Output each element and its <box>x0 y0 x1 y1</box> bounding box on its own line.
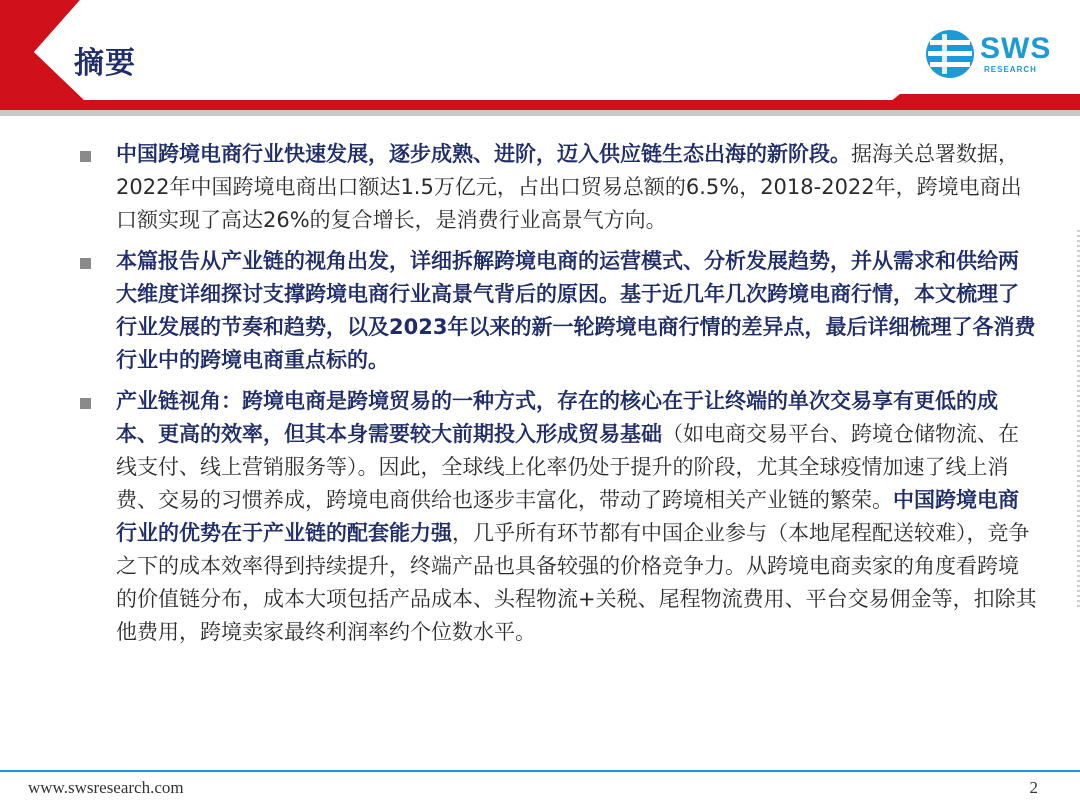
bullet-item <box>78 385 1038 649</box>
footer-url[interactable]: www.swsresearch.com <box>28 778 184 797</box>
bullet-text-bold: 中国跨境电商行业快速发展，逐步成熟、进阶，迈入供应链生态出海的新阶段。 <box>116 142 851 166</box>
bullet-square-icon <box>80 151 91 162</box>
page-title: 摘要 <box>74 46 136 81</box>
slide-header <box>0 0 1080 120</box>
bullet-text-bold: 产业链视角：跨境电商是跨境贸易的一种方式，存在的核心在于让终端的单次交易享有更低的成本、更高的效率，但其本身需要较大前期投入形成贸易基础 <box>116 389 998 446</box>
bullet-square-icon <box>80 258 91 269</box>
summary-content <box>78 138 1038 657</box>
bullet-text-bold: 中国跨境电商行业的优势在于产业链的配套能力强 <box>116 488 1019 545</box>
bullet-item <box>78 245 1038 377</box>
bullet-text: 据海关总署数据，2022年中国跨境电商出口额达1.5万亿元，占出口贸易总额的6.5%，2018-2022年，跨境电商出口额实现了高达26%的复合增长，是消费行业高景气方向。 <box>116 142 1022 232</box>
bullet-text: （如电商交易平台、跨境仓储物流、在线支付、线上营销服务等）。因此，全球线上化率仍处于提升的阶段，尤其全球疫情加速了线上消费、交易的习惯养成，跨境电商供给也逐步丰富化，带动了跨境相关产业链的繁荣。 <box>116 422 1019 512</box>
bullet-text: ，几乎所有环节都有中国企业参与（本地尾程配送较难），竞争之下的成本效率得到持续提升，终端产品也具备较强的价格竞争力。从跨境电商卖家的角度看跨境的价值链分布，成本大项包括产品成本、头程物流+关税、尾程物流费用、平台交易佣金等，扣除其他费用，跨境卖家最终利润率约个位数水平。 <box>116 521 1037 644</box>
bullet-square-icon <box>80 398 91 409</box>
page-number: 2 <box>1029 778 1038 797</box>
bullet-text-bold: 本篇报告从产业链的视角出发，详细拆解跨境电商的运营模式、分析发展趋势，并从需求和供给两大维度详细探讨支撑跨境电商行业高景气背后的原因。基于近几年几次跨境电商行情，本文梳理了行业发展的节奏和趋势，以及2023年以来的新一轮跨境电商行情的差异点，最后详细梳理了各消费行业中的跨境电商重点标的。 <box>116 249 1036 372</box>
logo-wordmark: SWS <box>980 32 1052 65</box>
footer-divider <box>0 770 1080 772</box>
header-shadow <box>0 110 1080 116</box>
header-banner <box>0 0 1080 120</box>
sws-globe-icon <box>922 26 978 82</box>
logo-subtext: RESEARCH <box>984 65 1037 74</box>
sws-logo <box>922 26 1062 82</box>
header-red-tail <box>880 94 1080 110</box>
bullet-item <box>78 138 1038 237</box>
